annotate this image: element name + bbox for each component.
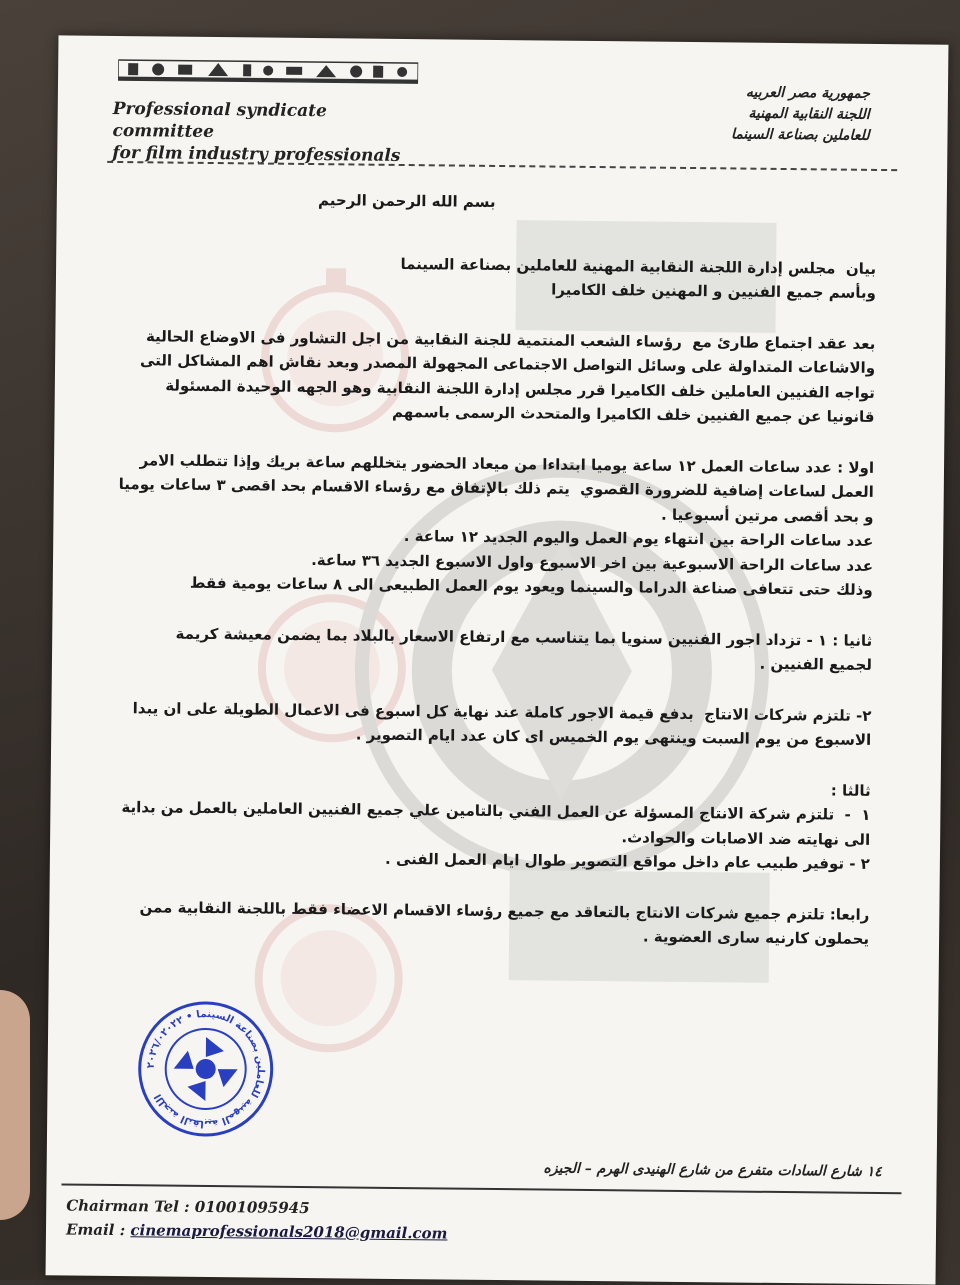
fourth-item-line: رابعا: تلتزم جميع شركات الانتاج بالتعاقد مع جميع رؤساء الاقسام الاعضاء فقط باللجنة النقابية ممن	[139, 897, 870, 924]
paragraph-line: والاشاعات المتداولة على وسائل التواصل الاجتماعى المجهولة المصدر وبعد نقاش اهم المشاكل التى	[139, 351, 876, 377]
svg-text:اللجنة النقابية المهنية للعامل: اللجنة النقابية المهنية للعاملين بصناعة السينما • ٢٠٢٦/٠٢٠٢٢	[145, 1008, 266, 1129]
second-item-line: لجميع الفنيين .	[759, 654, 873, 674]
footer-contact	[66, 1194, 486, 1246]
header-arabic-line3: للعاملين بصناعة السينما	[730, 126, 870, 144]
paragraph-line: قانونيا عن جميع الفنيين خلف الكاميرا والمتحدث الرسمى باسمهم	[391, 402, 875, 426]
fourth-item-line: يحملون كارنيه سارى العضوية .	[642, 927, 870, 948]
email-line	[66, 1218, 486, 1246]
footer-divider	[61, 1183, 901, 1194]
film-strip-logo	[118, 58, 418, 85]
finger	[0, 990, 30, 1220]
first-item-line: وذلك حتى تتعافى صناعة الدراما والسينما ويعود يوم العمل الطبيعى الى ٨ ساعات يومية فقط	[189, 573, 873, 599]
footer-address: ١٤ شارع السادات متفرع من شارع الهنيدى الهرم – الجيزه	[543, 1160, 882, 1181]
chairman-phone: Chairman Tel : 01001095945	[66, 1196, 310, 1218]
intro-line: وبأسم جميع الفنيين و المهنين خلف الكاميرا	[551, 280, 876, 302]
first-item-line: اولا : عدد ساعات العمل ١٢ ساعة يوميا ابتداءا من ميعاد الحضور يتخللهم ساعة بريك وإذا تتطلب الامر	[139, 450, 875, 477]
header-english-line1: Professional syndicate committee	[112, 98, 327, 143]
header-arabic	[609, 81, 870, 147]
third-item-line: الى نهايته ضد الاصابات والحوادث.	[621, 827, 871, 849]
syndicate-stamp	[135, 998, 276, 1139]
first-item-line: العمل لساعات إضافية للضرورة القصوي يتم ذلك بالإتفاق مع رؤساء الاقسام بحد اقصى ٣ ساعات يوميا	[118, 475, 874, 501]
header-english-line2: for film industry professionals	[112, 142, 401, 166]
letter-body	[79, 186, 877, 952]
third-item-line: ١ - تلتزم شركة الانتاج المسؤلة عن العمل الفني بالتامين علي جميع الفنيين العاملين بالعمل من بداية	[121, 798, 871, 824]
header-arabic-line1: جمهورية مصر العربيه	[745, 84, 871, 102]
basmala: بسم الله الرحمن الرحيم	[317, 191, 496, 211]
paragraph-line: بعد عقد اجتماع طارئ مع رؤساء الشعب المنتمية للجنة النقابية من اجل التشاور فى الاوضاع الحالية	[145, 326, 876, 353]
first-item-line: و بحد أقصى مرتين أسبوعيا .	[660, 505, 874, 526]
second-item-line: ٢- تلتزم شركات الانتاج بدفع قيمة الاجور كاملة عند نهاية كل اسبوع فى الاعمال الطويلة على ان يبدا	[132, 698, 872, 725]
second-item-line: الاسبوع من يوم السبت وينتهى يوم الخميس اى كان عدد ايام التصوير .	[355, 725, 872, 749]
third-item-line: ٢ - توفير طبيب عام داخل مواقع التصوير طوال ايام العمل الفنى .	[384, 849, 870, 873]
intro-line: بيان مجلس إدارة اللجنة النقابية المهنية للعاملين بصناعة السينما	[400, 254, 877, 278]
first-item-line: عدد ساعات الراحة الاسبوعية بين اخر الاسبوع واول الاسبوع الجديد ٣٦ ساعة.	[311, 550, 874, 575]
third-heading: ثالثا :	[830, 781, 871, 800]
second-item-line: ثانيا : ١ - تزداد اجور الفنيين سنويا بما يتناسب مع ارتفاع الاسعار بالبلاد بما يضمن معيشة كريمة	[175, 624, 873, 650]
letter-page	[46, 35, 949, 1284]
header-arabic-line2: اللجنة النقابية المهنية	[748, 105, 870, 123]
email-link[interactable]: cinemaprofessionals2018@gmail.com	[130, 1221, 448, 1243]
paragraph-line: تواجه الفنيين العاملين خلف الكاميرا قرر مجلس إدارة اللجنة النقابية وهو الجهه الوحيدة المسئولة	[165, 376, 875, 402]
header-divider	[107, 161, 897, 171]
header-english	[112, 98, 433, 167]
first-item-line: عدد ساعات الراحة بين انتهاء يوم العمل واليوم الجديد ١٢ ساعة .	[403, 527, 874, 550]
email-label: Email :	[65, 1220, 131, 1240]
